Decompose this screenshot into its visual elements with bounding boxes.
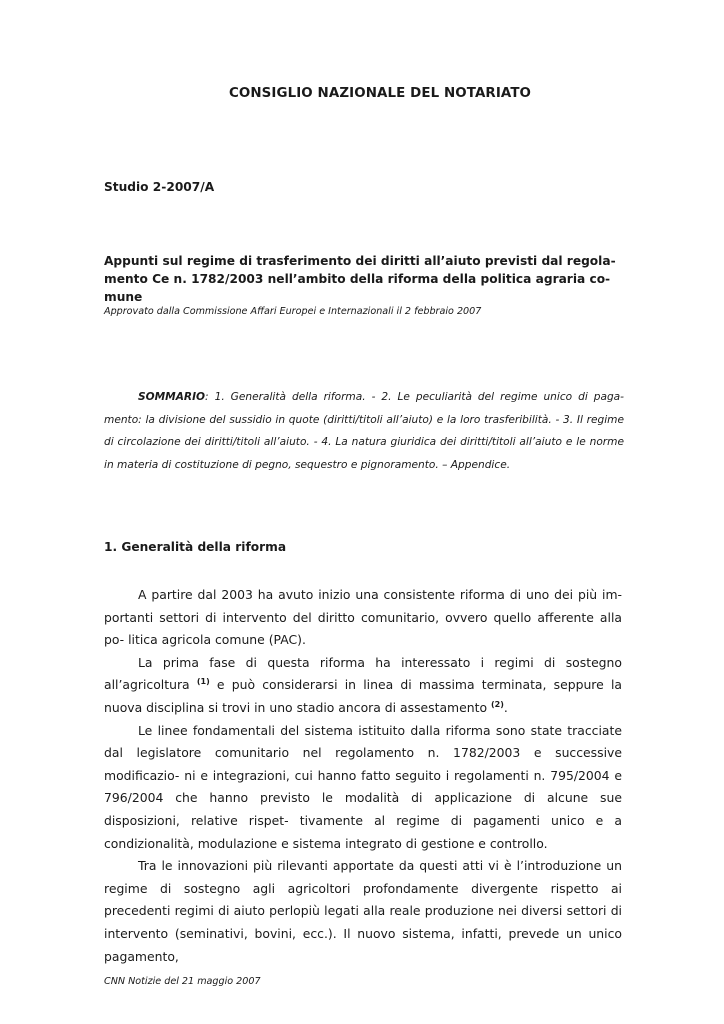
paragraph-2-text-a: La prima fase di questa riforma ha interessato i regimi di sostegno all’agricoltura [104,654,622,693]
study-id: Studio 2-2007/A [104,180,215,194]
paragraph-2-text-c: . [503,699,508,715]
paragraph-2-text-b: e può considerarsi in linea di massima terminata, seppure la nuova disciplina si trovi in uno stadio ancora di assestamento [104,677,622,715]
summary-label: SOMMARIO [138,391,206,403]
paragraph-1: A partire dal 2003 ha avuto inizio una consistente riforma di uno dei più im- portanti settori di intervento del diritto comunitario, ovvero quello afferente alla po- litica agricola comune (PAC). [104,587,622,648]
summary-text: : 1. Generalità della riforma. - 2. Le peculiarità del regime unico di paga- mento: la divisione del sussidio in quote (diritti/titoli all’aiuto) e la loro trasferibilità. - 3. Il regime di circolazione dei diritti/titoli all’aiuto. - 4. La natura giuridica dei diritti/titoli all’aiuto e le norme in materia di costituzione di pegno, sequestro e pignoramento. – Appendice. [104,391,624,471]
approval-note: Approvato dalla Commissione Affari Europei e Internazionali il 2 febbraio 2007 [104,306,482,317]
section-heading: 1. Generalità della riforma [104,540,287,554]
title-line-3: mune [104,290,143,304]
document-title [104,252,624,306]
organization-title: CONSIGLIO NAZIONALE DEL NOTARIATO [228,86,532,101]
footnote-ref-1[interactable]: (1) [196,677,210,687]
title-line-2: mento Ce n. 1782/2003 nell’ambito della riforma della politica agraria co- [104,272,611,286]
title-line-1: Appunti sul regime di trasferimento dei diritti all’aiuto previsti dal regola- [104,254,616,268]
summary [104,386,624,476]
paragraph-2 [104,652,622,720]
section-body [104,584,622,968]
paragraph-4: Tra le innovazioni più rilevanti apportate da questi atti vi è l’introduzione un regime di sostegno agli agricoltori profondamente divergente rispetto ai precedenti regimi di aiuto perlopiù legati alla reale produzione nei diversi settori di intervento (seminativi, bovini, ecc.). Il nuovo sistema, infatti, prevede un unico pagamento, [104,858,622,964]
paragraph-3: Le linee fondamentali del sistema istituito dalla riforma sono state tracciate dal legislatore comunitario nel regolamento n. 1782/2003 e successive modificazio- ni e integrazioni, cui hanno fatto seguito i regolamenti n. 795/2004 e 796/2004 che hanno previsto le modalità di applicazione di alcune sue disposizioni, relative rispet- tivamente al regime di pagamenti unico e a condizionalità, modulazione e sistema integrato di gestione e controllo. [104,722,622,851]
footnote-ref-2[interactable]: (2) [490,699,504,709]
page-footer: CNN Notizie del 21 maggio 2007 [104,976,261,987]
